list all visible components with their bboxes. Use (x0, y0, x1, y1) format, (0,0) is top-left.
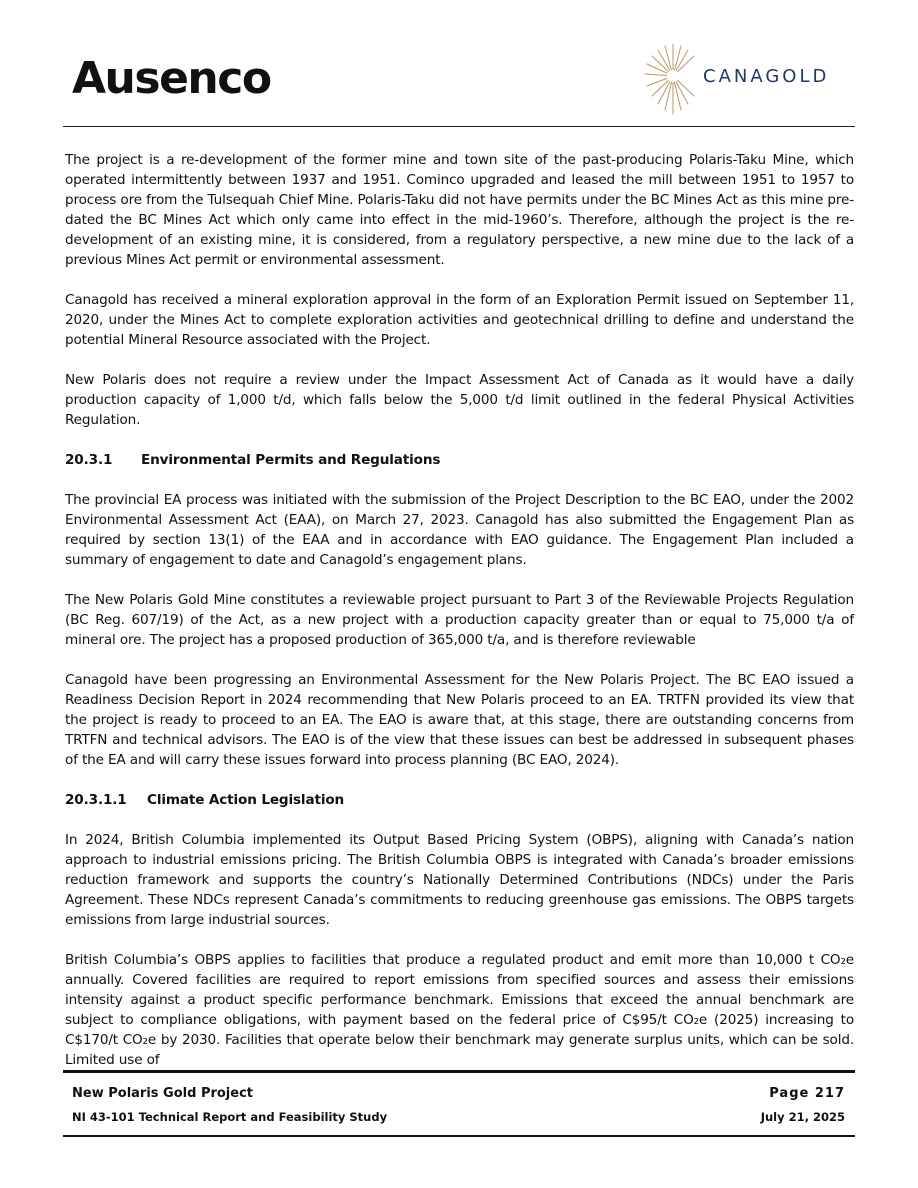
footer-report-title: NI 43-101 Technical Report and Feasibility Study (72, 1110, 388, 1124)
canagold-sunburst-icon (643, 40, 703, 120)
subsection-title: Climate Action Legislation (147, 792, 345, 808)
footer-date: July 21, 2025 (760, 1110, 845, 1124)
header-divider (63, 126, 855, 127)
paragraph: In 2024, British Columbia implemented its Output Based Pricing System (OBPS), aligning with Canada’s nation approach to industrial emissions pricing. The British Columbia OBPS is integrated with Canada’s broader emissions reduction framework and supports the country’s Nationally Determined Contributions (NDCs) under the Paris Agreement. These NDCs represent Canada’s commitments to reducing greenhouse gas emissions. The OBPS targets emissions from large industrial sources. (65, 832, 854, 928)
footer-top-rule (63, 1070, 855, 1073)
subsection-heading (65, 790, 854, 810)
footer-project-name: New Polaris Gold Project (72, 1086, 254, 1101)
document-body (65, 150, 854, 1090)
paragraph: Canagold has received a mineral exploration approval in the form of an Exploration Permit issued on September 11, 2020, under the Mines Act to complete exploration activities and geotechnical drilling to define and understand the potential Mineral Resource associated with the Project. (65, 292, 854, 348)
footer-page-number: Page 217 (769, 1086, 845, 1101)
paragraph: The provincial EA process was initiated with the submission of the Project Description to the BC EAO, under the 2002 Environmental Assessment Act (EAA), on March 27, 2023. Canagold has also submitted the Engagement Plan as required by section 13(1) of the EAA and in accordance with EAO guidance. The Engagement Plan included a summary of engagement to date and Canagold’s engagement plans. (65, 492, 854, 568)
paragraph: Canagold have been progressing an Environmental Assessment for the New Polaris Project. The BC EAO issued a Readiness Decision Report in 2024 recommending that New Polaris proceed to an EA. TRTFN provided its view that the project is ready to proceed to an EA. The EAO is aware that, at this stage, there are outstanding concerns from TRTFN and technical advisors. The EAO is of the view that these issues can best be addressed in subsequent phases of the EA and will carry these issues forward into process planning (BC EAO, 2024). (65, 672, 854, 768)
paragraph: The project is a re-development of the former mine and town site of the past-producing Polaris-Taku Mine, which operated intermittently between 1937 and 1951. Cominco upgraded and leased the mill between 1951 to 1957 to process ore from the Tulsequah Chief Mine. Polaris-Taku did not have permits under the BC Mines Act as this mine pre-dated the BC Mines Act which only came into effect in the mid-1960’s. Therefore, although the project is the re-development of an existing mine, it is considered, from a regulatory perspective, a new mine due to the lack of a previous Mines Act permit or environmental assessment. (65, 152, 854, 268)
paragraph: The New Polaris Gold Mine constitutes a reviewable project pursuant to Part 3 of the Reviewable Projects Regulation (BC Reg. 607/19) of the Act, as a new project with a production capacity greater than or equal to 75,000 t/a of mineral ore. The project has a proposed production of 365,000 t/a, and is therefore reviewable (65, 592, 854, 648)
section-number: 20.3.1 (65, 452, 113, 468)
canagold-wordmark: CANAGOLD (703, 66, 830, 87)
ausenco-logo: Ausenco (72, 53, 271, 104)
paragraph: British Columbia’s OBPS applies to facilities that produce a regulated product and emit more than 10,000 t CO₂e annually. Covered facilities are required to report emissions from specified sources and assess their emissions intensity against a product specific performance benchmark. Emissions that exceed the annual benchmark are subject to compliance obligations, with payment based on the federal price of C$95/t CO₂e (2025) increasing to C$170/t CO₂e by 2030. Facilities that operate below their benchmark may generate surplus units, which can be sold. Limited use of (65, 952, 854, 1068)
page-footer (63, 1070, 855, 1137)
canagold-logo (643, 40, 855, 120)
section-title: Environmental Permits and Regulations (141, 452, 441, 468)
page-header (63, 40, 855, 127)
section-heading (65, 450, 854, 470)
subsection-number: 20.3.1.1 (65, 792, 127, 808)
paragraph: New Polaris does not require a review under the Impact Assessment Act of Canada as it would have a daily production capacity of 1,000 t/d, which falls below the 5,000 t/d limit outlined in the federal Physical Activities Regulation. (65, 372, 854, 428)
footer-bottom-rule (63, 1135, 855, 1137)
